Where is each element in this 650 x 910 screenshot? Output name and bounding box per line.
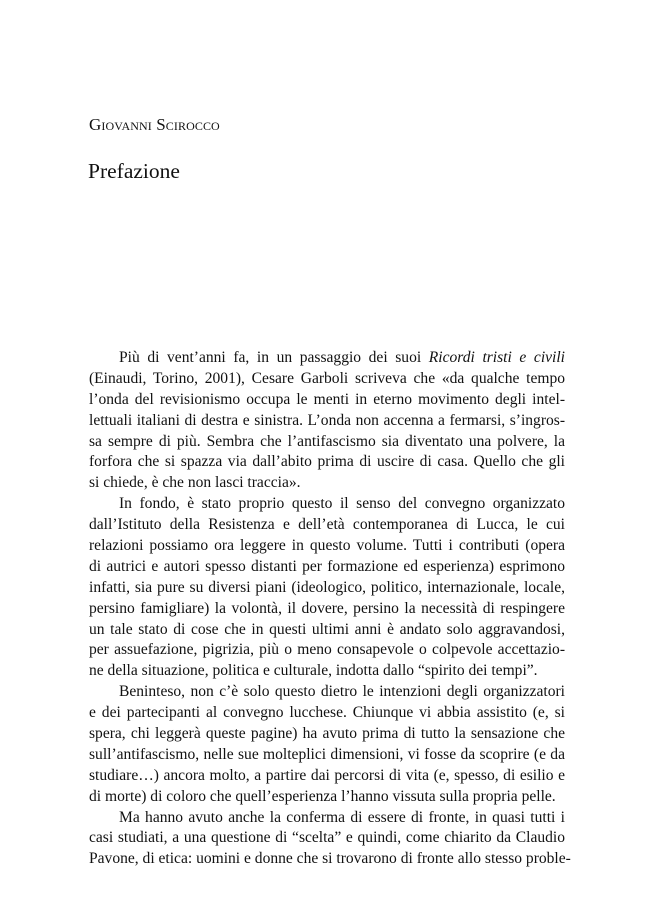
text-line — [89, 578, 565, 599]
line-text: e dei partecipanti al convegno lucchese. Chiunque vi abbia assistito (e, si — [89, 704, 565, 722]
text-line — [89, 369, 565, 390]
text-line — [89, 452, 565, 473]
text-line — [89, 348, 565, 369]
text-line — [89, 661, 565, 682]
line-text: dall’Istituto della Resistenza e dell’età contemporanea di Lucca, le cui — [89, 516, 565, 534]
text-line — [89, 536, 565, 557]
line-text: si chiede, è che non lasci traccia». — [89, 474, 301, 492]
text-line — [89, 599, 565, 620]
line-text: In fondo, è stato proprio questo il senso del convegno organizzato — [119, 495, 565, 513]
line-text: sa sempre di più. Sembra che l’antifascismo sia diventato una polvere, la — [89, 432, 565, 450]
line-text: ne della situazione, politica e culturale, indotta dallo “spirito dei tempi”. — [89, 662, 538, 680]
line-text: sull’antifascismo, nelle sue molteplici dimensioni, vi fosse da scoprire (e da — [89, 745, 565, 763]
text-line — [89, 703, 565, 724]
line-text: Pavone, di etica: uomini e donne che si trovarono di fronte allo stesso proble- — [89, 850, 571, 868]
line-text: studiare…) ancora molto, a partire dai percorsi di vita (e, spesso, di esilio e — [89, 766, 565, 784]
text-line — [89, 849, 571, 870]
line-text: spera, chi leggerà queste pagine) ha avuto prima di tutto la sensazione che — [89, 725, 565, 743]
text-line — [89, 766, 565, 787]
line-text: (Einaudi, Torino, 2001), Cesare Garboli scriveva che «da qualche tempo — [89, 369, 565, 387]
line-text: casi studiati, a una questione di “scelta” e quindi, come chiarito da Claudio — [89, 829, 565, 847]
line-text: di morte) di coloro che quell’esperienza l’hanno vissuta sulla propria pelle. — [89, 787, 556, 805]
text-line — [89, 432, 565, 453]
paragraph — [89, 348, 565, 494]
text-line — [89, 640, 565, 661]
text-line — [89, 411, 565, 432]
text-line — [89, 515, 565, 536]
line-text: Beninteso, non c’è solo questo dietro le intenzioni degli organizzatori — [119, 683, 565, 701]
text-line — [89, 390, 565, 411]
text-line — [89, 808, 565, 829]
line-text: un tale stato di cose che in questi ultimi anni è andato solo aggravandosi, — [89, 620, 565, 638]
paragraph — [89, 808, 571, 871]
paragraph — [89, 494, 565, 682]
chapter-title: Prefazione — [88, 159, 180, 183]
line-text: per assuefazione, pigrizia, più o meno consapevole o colpevole accettazio- — [89, 641, 565, 659]
text-line — [89, 557, 565, 578]
text-line — [89, 828, 565, 849]
author-first-name: Giovanni — [89, 115, 152, 134]
chapter-author — [89, 115, 220, 135]
text-line — [89, 682, 565, 703]
line-text: Ma hanno avuto anche la conferma di essere di fronte, in quasi tutti i — [119, 808, 565, 826]
text-line — [89, 494, 565, 515]
line-text: forfora che si spazza via dall’abito prima di uscire di casa. Quello che gli — [89, 453, 565, 471]
italic-title-text: Ricordi tristi e civili — [428, 349, 565, 366]
text-line — [89, 473, 565, 494]
line-text: persino famigliare) la volontà, il dovere, persino la necessità di respingere — [89, 599, 565, 617]
body-text — [89, 348, 571, 870]
text-line — [89, 745, 565, 766]
author-last-name: Scirocco — [156, 115, 220, 134]
text-line — [89, 724, 565, 745]
paragraph — [89, 682, 565, 807]
line-text: lettuali italiani di destra e sinistra. L’onda non accenna a fermarsi, s’ingros- — [89, 411, 565, 429]
text-line — [89, 620, 565, 641]
line-text: relazioni possiamo ora leggere in questo volume. Tutti i contributi (opera — [89, 537, 565, 555]
line-text: l’onda del revisionismo occupa le menti in eterno movimento degli intel- — [89, 390, 565, 408]
line-text: Più di vent’anni fa, in un passaggio dei suoi — [119, 349, 429, 366]
text-line — [89, 787, 565, 808]
line-text: infatti, sia pure su diversi piani (ideologico, politico, internazionale, locale, — [89, 578, 565, 596]
line-text: di autrici e autori spesso distanti per formazione ed esperienza) esprimono — [89, 557, 565, 575]
